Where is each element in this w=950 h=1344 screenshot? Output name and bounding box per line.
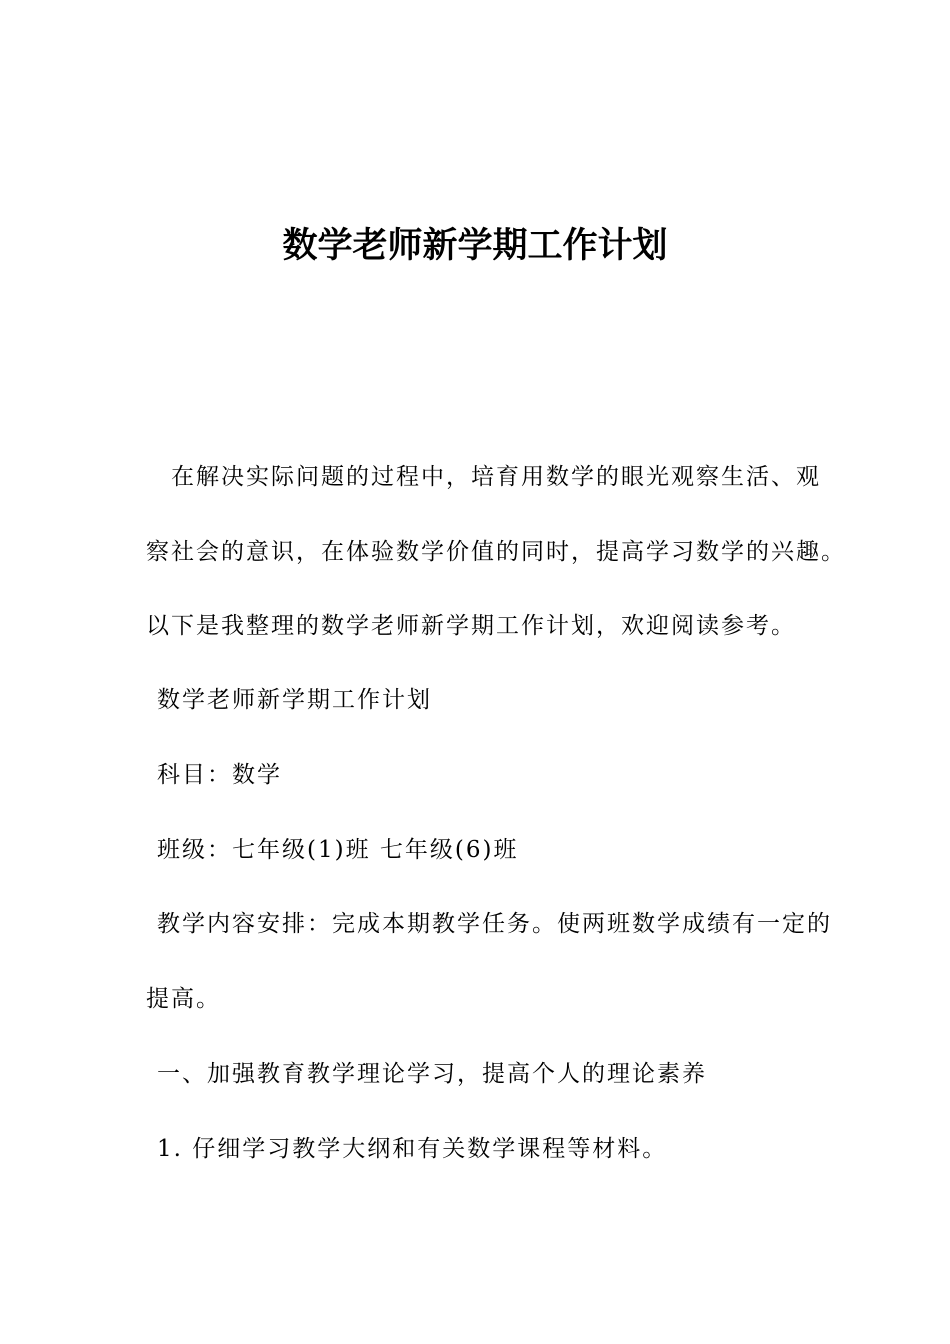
subject-line: 科目：数学 <box>157 762 282 788</box>
document-title: 数学老师新学期工作计划 <box>282 226 668 266</box>
list-item-1: 1. 仔细学习教学大纲和有关数学课程等材料。 <box>157 1136 668 1162</box>
paragraph-line-2: 察社会的意识，在体验数学价值的同时，提高学习数学的兴趣。 <box>146 539 846 565</box>
class-line: 班级：七年级(1)班 七年级(6)班 <box>157 837 519 863</box>
paragraph-line-3: 以下是我整理的数学老师新学期工作计划，欢迎阅读参考。 <box>146 613 796 639</box>
plan-heading-line: 数学老师新学期工作计划 <box>157 687 432 713</box>
section-heading-1: 一、加强教育教学理论学习，提高个人的理论素养 <box>157 1061 707 1087</box>
paragraph-line-1: 在解决实际问题的过程中，培育用数学的眼光观察生活、观 <box>171 464 821 490</box>
teaching-content-line-2: 提高。 <box>146 986 221 1012</box>
teaching-content-line-1: 教学内容安排：完成本期教学任务。使两班数学成绩有一定的 <box>157 911 832 937</box>
